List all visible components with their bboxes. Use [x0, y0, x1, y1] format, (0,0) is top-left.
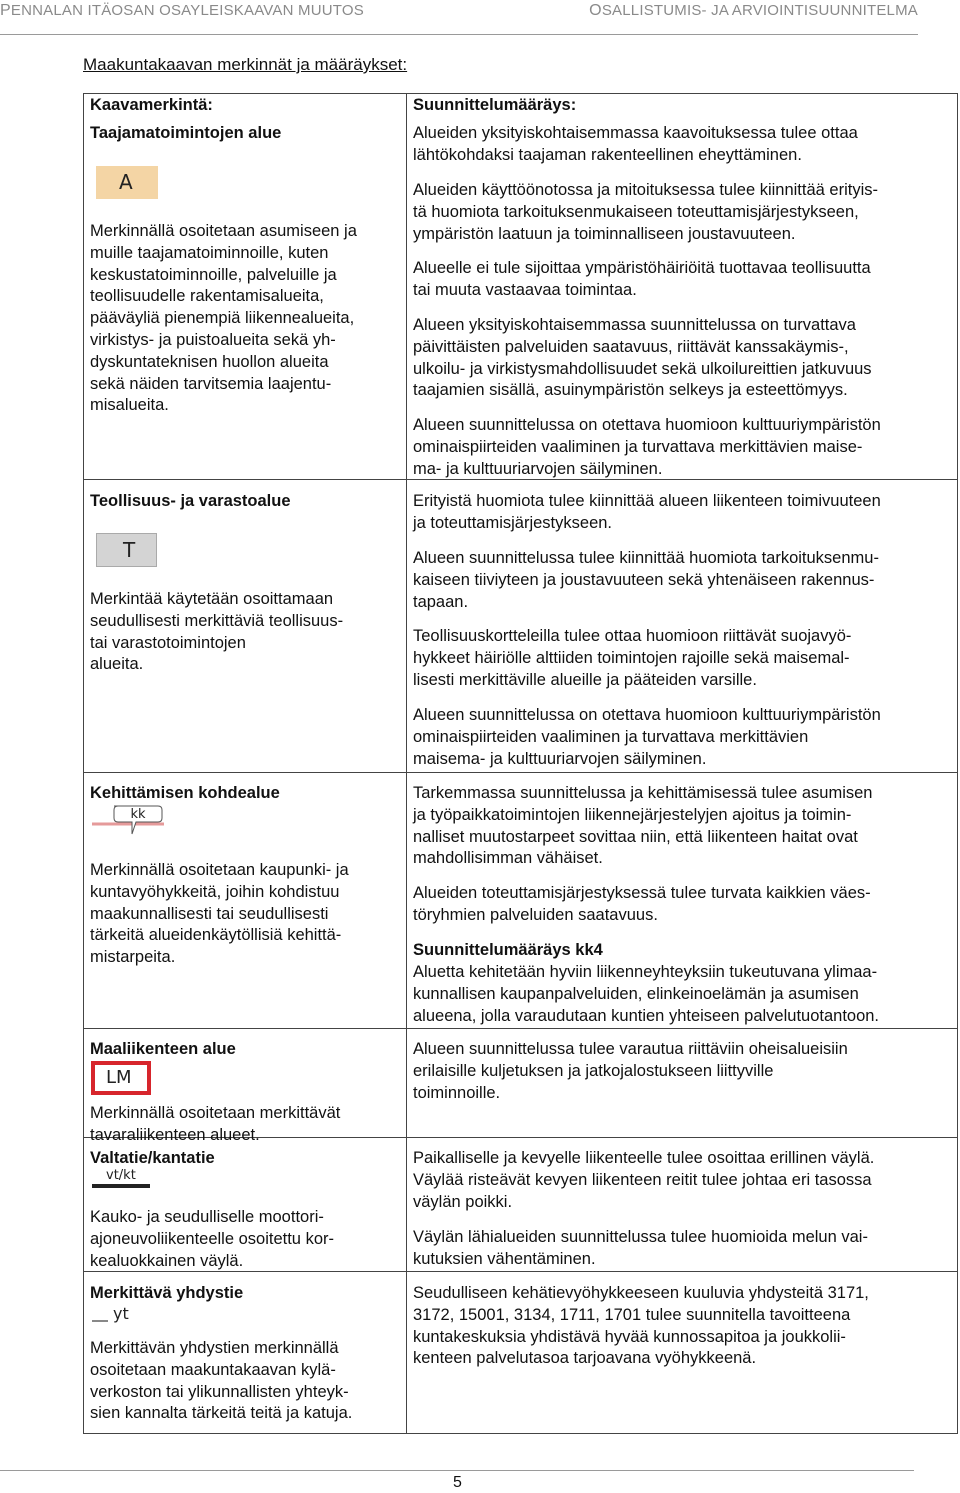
- text-line: kaiseen tiiviyteen ja joustavuuteen sekä yhtenäiseen rakennus-: [413, 570, 875, 589]
- text-line: toiminnoille.: [413, 1083, 501, 1102]
- regulation-paragraph: [413, 626, 851, 691]
- regulation-paragraph: [413, 1039, 848, 1104]
- text-line: lähtökohdaksi taajaman rakenteellinen eheyttäminen.: [413, 145, 802, 164]
- regulation-paragraph: [413, 180, 878, 245]
- sub-regulation-text: [413, 962, 879, 1027]
- row-description: [90, 1103, 340, 1147]
- text-line: Merkintää käytetään osoittamaan: [90, 590, 334, 608]
- road-line: [92, 1320, 108, 1322]
- symbol-label: LM: [95, 1065, 147, 1091]
- text-line: ja toteuttamisjärjestykseen.: [413, 513, 613, 532]
- text-line: väylän poikki.: [413, 1192, 513, 1211]
- row-title: Maaliikenteen alue: [90, 1040, 236, 1058]
- text-line: maakunnallisesti tai seudullisesti: [90, 904, 329, 923]
- text-line: Väylää risteävät kevyen liikenteen reitit tulee johtaa eri tasossa: [413, 1170, 872, 1189]
- column-divider: [406, 94, 407, 1433]
- road-symbol-vt-kt: [92, 1170, 150, 1186]
- text-line: kuntakeskuksia yhdistävä hyvää kunnossapitoa ja joukkolii-: [413, 1327, 846, 1346]
- text-line: Aluetta kehitetään hyviin liikenneyhteyksiin tukeutuvana ylimaa-: [413, 963, 878, 981]
- row-description: [90, 860, 349, 969]
- text-line: ulkoilu- ja virkistysmahdollisuudet sekä ulkoilureittien jatkuvuus: [413, 359, 872, 378]
- text-line: Kauko- ja seudulliselle moottori-: [90, 1208, 324, 1226]
- regulations-table: [83, 93, 958, 1434]
- header-right-text: SALLISTUMIS- JA ARVIOINTISUUNNITELMA: [601, 2, 918, 19]
- text-line: päivittäisten palveluiden saatavuus, riittävät kanssakäymis-,: [413, 337, 849, 356]
- text-line: Väylän lähialueiden suunnittelussa tulee huomioida melun vai-: [413, 1228, 868, 1246]
- text-line: Alueiden käyttöönotossa ja mitoituksessa tulee kiinnittää erityis-: [413, 181, 878, 199]
- row-description: [90, 221, 357, 417]
- text-line: kutuksien vähentäminen.: [413, 1249, 596, 1268]
- text-line: ominaispiirteiden vaaliminen ja turvattava merkittävien maise-: [413, 437, 863, 456]
- regulation-paragraph: [413, 705, 881, 770]
- text-line: mistarpeita.: [90, 948, 176, 967]
- text-line: Paikalliselle ja kevyelle liikenteelle tulee osoittaa erillinen väylä.: [413, 1149, 875, 1167]
- text-line: Alueiden toteuttamisjärjestyksessä tulee turvata kaikkien väes-: [413, 884, 871, 902]
- page-number: 5: [453, 1474, 462, 1491]
- symbol-label: vt/kt: [106, 1168, 136, 1183]
- development-zone-symbol: [92, 804, 164, 840]
- text-line: töryhmien palveluiden saatavuus.: [413, 905, 658, 924]
- text-line: ma- ja kulttuuriarvojen säilyminen.: [413, 459, 663, 478]
- row-description: [90, 1207, 334, 1272]
- row-title: Teollisuus- ja varastoalue: [90, 492, 291, 510]
- header-left-initial: P: [0, 2, 11, 19]
- row-divider: [84, 772, 957, 773]
- regulation-paragraph: [413, 1283, 869, 1370]
- text-line: Alueen suunnittelussa tulee kiinnittää huomiota tarkoituksenmu-: [413, 549, 879, 567]
- text-line: tapaan.: [413, 592, 469, 611]
- text-line: Erityistä huomiota tulee kiinnittää alueen liikenteen toimivuuteen: [413, 492, 881, 510]
- area-symbol-a: [96, 166, 158, 199]
- text-line: ajoneuvoliikenteelle osoitettu kor-: [90, 1229, 334, 1248]
- kk-symbol-graphic: [92, 804, 164, 840]
- text-line: kealuokkainen väylä.: [90, 1251, 244, 1270]
- text-line: kunnallisen kaupanpalveluiden, elinkeinoelämän ja asumisen: [413, 984, 859, 1003]
- text-line: dyskuntateknisen huollon alueita: [90, 352, 329, 371]
- text-line: erilaisille kuljetuksen ja jatkojalostukseen liittyville: [413, 1061, 774, 1080]
- road-line: [92, 1184, 150, 1188]
- page-title: Maakuntakaavan merkinnät ja määräykset:: [83, 55, 408, 74]
- text-line: Seudulliseen kehätievyöhykkeeseen kuuluvia yhdysteitä 3171,: [413, 1284, 869, 1302]
- text-line: Alueen suunnittelussa on otettava huomioon kulttuuriympäristön: [413, 416, 881, 434]
- text-line: kenteen palvelutasoa tarjoavana vyöhykkeenä.: [413, 1349, 757, 1368]
- text-line: seudullisesti merkittäviä teollisuus-: [90, 611, 344, 630]
- text-line: Tarkemmassa suunnittelussa ja kehittämisessä tulee asumisen: [413, 784, 873, 802]
- document-header-right: [589, 2, 918, 20]
- text-line: Merkinnällä osoitetaan merkittävät: [90, 1104, 341, 1122]
- text-line: keskustatoiminnoille, palveluille ja: [90, 265, 337, 284]
- document-header-left: [0, 2, 364, 20]
- text-line: Teollisuuskortteleilla tulee ottaa huomioon riittävät suojavyö-: [413, 627, 852, 645]
- header-left-text: ENNALAN ITÄOSAN OSAYLEISKAAVAN MUUTOS: [10, 2, 364, 19]
- regulation-paragraph: [413, 1227, 868, 1271]
- symbol-label: yt: [113, 1304, 129, 1323]
- road-symbol-yt: [92, 1304, 134, 1326]
- sub-regulation-heading: Suunnittelumääräys kk4: [413, 941, 603, 959]
- footer-rule: [0, 1470, 914, 1471]
- text-line: osoitetaan maakuntakaavan kylä-: [90, 1360, 336, 1379]
- header-right-initial: O: [589, 2, 602, 19]
- text-line: Alueen suunnittelussa tulee varautua riittäviin oheisalueisiin: [413, 1040, 848, 1058]
- row-description: [90, 589, 343, 676]
- text-line: Alueen yksityiskohtaisemmassa suunnittelussa on turvattava: [413, 316, 856, 334]
- regulation-paragraph: [413, 258, 871, 302]
- text-line: kuntavyöhykkeitä, joihin kohdistuu: [90, 882, 340, 901]
- symbol-label: T: [123, 538, 136, 562]
- text-line: lisesti merkittäville alueille ja pääteiden varsille.: [413, 670, 757, 689]
- regulation-paragraph: [413, 491, 881, 535]
- text-line: Alueen suunnittelussa on otettava huomioon kulttuuriympäristön: [413, 706, 881, 724]
- regulation-paragraph: [413, 548, 879, 613]
- text-line: tavaraliikenteen alueet.: [90, 1125, 260, 1144]
- text-line: Merkinnällä osoitetaan kaupunki- ja: [90, 861, 349, 879]
- regulation-paragraph: [413, 123, 858, 167]
- regulation-paragraph: [413, 783, 872, 870]
- row-title: Kehittämisen kohdealue: [90, 784, 280, 802]
- text-line: misalueita.: [90, 396, 169, 415]
- text-line: mahdollisimman vähäiset.: [413, 849, 603, 868]
- text-line: sekä näiden tarvitsemia laajentu-: [90, 374, 332, 393]
- symbol-label: kk: [130, 807, 146, 822]
- text-line: teollisuudelle rakentamisalueita,: [90, 287, 324, 306]
- text-line: taajamien sisällä, asuinympäristön selkeys ja esteettömyys.: [413, 381, 848, 400]
- text-line: maisema- ja kulttuuriarvojen säilyminen.: [413, 749, 707, 768]
- text-line: alueita.: [90, 655, 144, 674]
- text-line: verkoston tai ylikunnallisten yhteyk-: [90, 1382, 349, 1401]
- left-column-header: Kaavamerkintä:: [90, 96, 213, 114]
- right-column-header: Suunnittelumääräys:: [413, 96, 577, 114]
- text-line: tai varastotoimintojen: [90, 633, 246, 652]
- text-line: 3172, 15001, 3134, 1711, 1701 tulee suunnitella tavoitteena: [413, 1305, 851, 1324]
- row-title: Merkittävä yhdystie: [90, 1284, 244, 1302]
- text-line: ympäristön laatuun ja toiminnalliseen joustavuuteen.: [413, 224, 796, 243]
- text-line: pääväyliä pienempiä liikennealueita,: [90, 309, 355, 328]
- regulation-paragraph: [413, 315, 872, 402]
- row-title: Valtatie/kantatie: [90, 1149, 215, 1167]
- text-line: Merkittävän yhdystien merkinnällä: [90, 1339, 339, 1357]
- row-divider: [84, 1028, 957, 1029]
- regulation-paragraph: [413, 883, 871, 927]
- text-line: Alueiden yksityiskohtaisemmassa kaavoituksessa tulee ottaa: [413, 124, 858, 142]
- text-line: virkistys- ja puistoalueita sekä yh-: [90, 330, 336, 349]
- text-line: tä huomiota tarkoituksenmukaiseen toteuttamisjärjestykseen,: [413, 202, 859, 221]
- header-rule: [0, 34, 918, 35]
- text-line: tai muuta vastaavaa toimintaa.: [413, 280, 637, 299]
- row-title: Taajamatoimintojen alue: [90, 124, 282, 142]
- regulation-paragraph: [413, 1148, 874, 1213]
- text-line: Alueelle ei tule sijoittaa ympäristöhäiriöitä tuottavaa teollisuutta: [413, 259, 871, 277]
- text-line: sien kannalta tärkeitä teitä ja katuja.: [90, 1404, 353, 1423]
- symbol-label: A: [119, 170, 133, 194]
- text-line: muille taajamatoiminnoille, kuten: [90, 243, 329, 262]
- text-line: hykkeet häiriölle alttiiden toimintojen rajoille sekä maisemal-: [413, 648, 850, 667]
- text-line: nalliset muutostarpeet sovittaa niin, että liikenteen haitat ovat: [413, 827, 858, 846]
- text-line: Merkinnällä osoitetaan asumiseen ja: [90, 222, 357, 240]
- text-line: tärkeitä alueidenkäytöllisiä kehittä-: [90, 926, 342, 945]
- text-line: alueena, jolla varaudutaan kuntien yhteiseen palvelutuotantoon.: [413, 1006, 880, 1025]
- row-description: [90, 1338, 352, 1425]
- area-symbol-lm: [91, 1061, 151, 1095]
- text-line: ja työpaikkatoimintojen liikennejärjestelyjen ajoitus ja toimin-: [413, 805, 852, 824]
- text-line: ominaispiirteiden vaaliminen ja turvattava merkittävien: [413, 727, 809, 746]
- area-symbol-t: [96, 533, 157, 567]
- regulation-paragraph: [413, 415, 881, 480]
